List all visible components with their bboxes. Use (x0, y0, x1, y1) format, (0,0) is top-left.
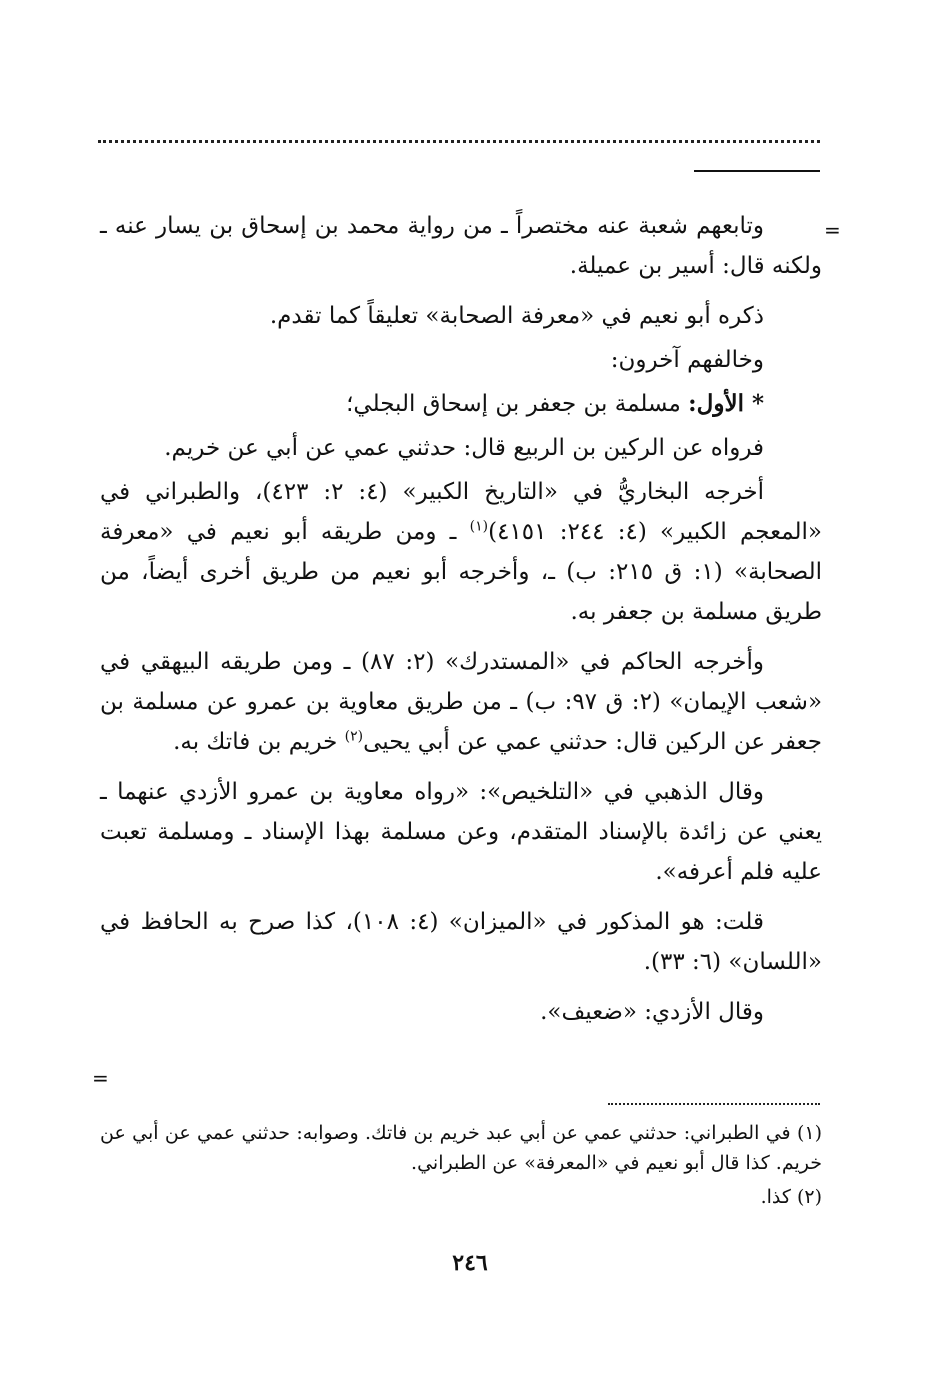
paragraph-7-text-a: وأخرجه الحاكم في «المستدرك» (٢: ٨٧) ـ ومن طريقه البيهقي في «شعب الإيمان» (٢: ق ٩٧: ب) ـ من طريق معاوية بن عمرو عن مسلمة بن جعفر عن الركين قال: حدثني عمي عن أبي يحيى (100, 649, 823, 755)
top-short-rule (694, 170, 820, 172)
footnote-dotted-divider (608, 1103, 820, 1105)
paragraph-6-text-a: أخرجه البخاريُّ في «التاريخ الكبير» (٤: ٢: ٤٢٣)، والطبراني في «المعجم الكبير» (٤: ٢٤٤: ٤١٥١) (100, 479, 822, 545)
main-text (100, 206, 822, 1042)
paragraph-10: وقال الأزدي: «ضعيف». (540, 999, 764, 1025)
paragraph-5: فرواه عن الركين بن الربيع قال: حدثني عمي عن أبي عن خريم. (164, 435, 764, 461)
paragraph-4-lead: * الأول: (688, 390, 764, 417)
paragraph-9: قلت: هو المذكور في «الميزان» (٤: ١٠٨)، كذا صرح به الحافظ في «اللسان» (٦: ٣٣). (100, 909, 822, 975)
paragraph-7-text-b: خريم بن فاتك به. (173, 729, 345, 755)
footnote-ref-2: (٢) (344, 728, 364, 745)
page-number: ٢٤٦ (452, 1250, 488, 1276)
footnote-2: (٢) كذا. (760, 1186, 822, 1208)
paragraph-4-text: مسلمة بن جعفر بن إسحاق البجلي؛ (346, 391, 689, 417)
paragraph-8: وقال الذهبي في «التلخيص»: «رواه معاوية بن عمرو الأزدي عنهما ـ يعني عن زائدة بالإسناد المتقدم، وعن مسلمة بهذا الإسناد ـ ومسلمة تعبت عليه فلم أعرفه». (100, 779, 822, 885)
paragraph-6-text-b: ـ ومن طريقه أبو نعيم في «معرفة الصحابة» (١: ق ٢١٥: ب) ـ، وأخرجه أبو نعيم من طريق أخرى أيضاً، من طريق مسلمة بن جعفر به. (100, 519, 822, 625)
footnote-1: (١) في الطبراني: حدثني عمي عن أبي عبد خريم بن فاتك. وصوابه: حدثني عمي عن أبي عن خريم. كذا قال أبو نعيم في «المعرفة» عن الطبراني. (100, 1122, 822, 1174)
paragraph-1: وتابعهم شعبة عنه مختصراً ـ من رواية محمد بن إسحاق بن يسار عنه ـ ولكنه قال: أسير بن عميلة. (100, 213, 822, 279)
paragraph-6 (100, 472, 822, 632)
continuation-marker-bottom: = (92, 1066, 109, 1090)
top-dotted-divider (98, 140, 820, 143)
continuation-marker-top: = (824, 218, 841, 242)
footnotes (100, 1118, 822, 1216)
paragraph-2: ذكره أبو نعيم في «معرفة الصحابة» تعليقاً كما تقدم. (269, 303, 764, 329)
footnote-ref-1: (١) (469, 518, 489, 535)
paragraph-4 (100, 384, 822, 424)
paragraph-7 (100, 642, 822, 762)
paragraph-3: وخالفهم آخرون: (610, 347, 764, 373)
